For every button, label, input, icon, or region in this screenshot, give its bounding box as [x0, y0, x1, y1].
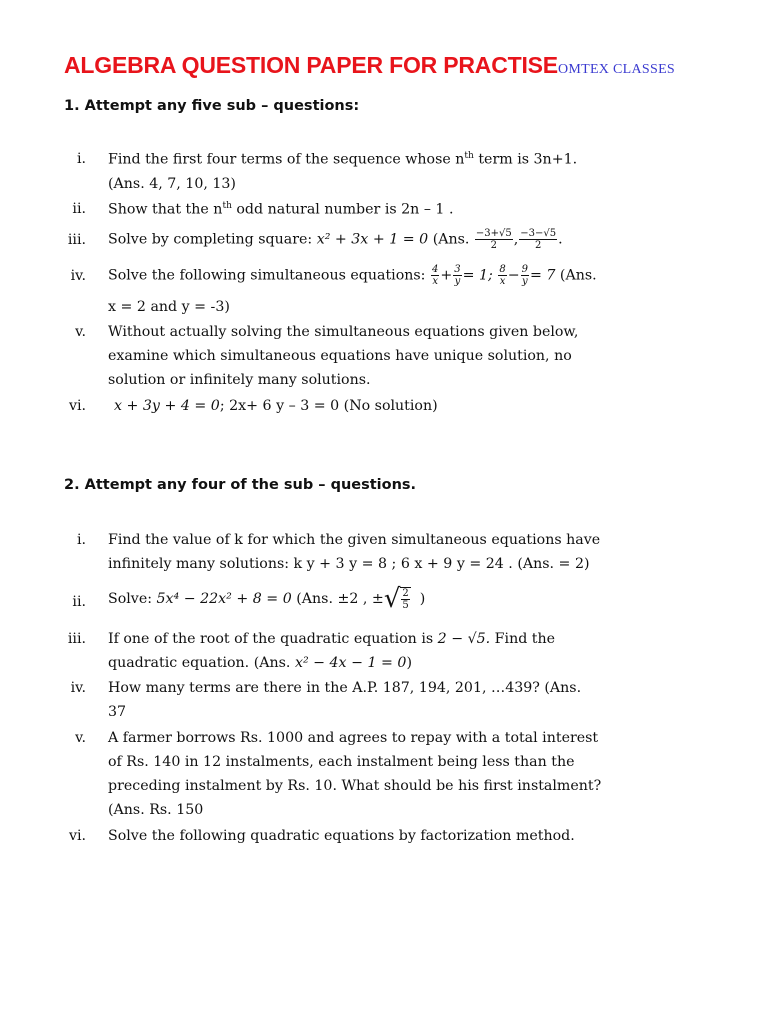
list-item-continued: infinitely many solutions: k y + 3 y = 8 ; 6 x + 9 y = 24 . (Ans. = 2) [108, 556, 590, 572]
item-number: iii. [67, 631, 86, 647]
item-number: ii. [72, 201, 86, 217]
item-number: iv. [70, 268, 86, 284]
item-number: iii. [67, 232, 86, 248]
item-number: vi. [68, 398, 86, 414]
section-1-heading: 1. Attempt any five sub – questions: [64, 98, 360, 114]
item-number: i. [76, 532, 86, 548]
list-item: Find the value of k for which the given simultaneous equations have [108, 532, 601, 548]
list-item-continued: examine which simultaneous equations have unique solution, no [108, 348, 572, 364]
item-number: ii. [72, 594, 86, 610]
list-item-continued: solution or infinitely many solutions. [108, 372, 371, 388]
list-item: x + 3y + 4 = 0; 2x+ 6 y – 3 = 0 (No solution) [114, 398, 438, 414]
list-item: Find the first four terms of the sequence whose $n^{th}$ term is 3n+1. [108, 151, 578, 168]
list-item: If one of the root of the quadratic equation is 2 − √5. Find the [108, 631, 556, 647]
item-number: iv. [70, 680, 86, 696]
list-item: How many terms are there in the A.P. 187, 194, 201, …439? (Ans. [108, 680, 582, 696]
page-title [64, 52, 675, 79]
brand-name: OMTEX CLASSES [557, 62, 676, 77]
item-number: v. [75, 730, 86, 746]
item-number: vi. [68, 828, 86, 844]
list-item: Solve by completing square: x² + 3x + 1 = 0 (Ans. $\frac{-3+√5}{2}$ , $\frac{-3-√5}{2}$ . [108, 228, 563, 251]
list-item: Solve the following quadratic equations by factorization method. [108, 828, 575, 844]
list-item: Show that the $n^{th}$ odd natural number is 2n – 1 . [108, 201, 454, 218]
list-item: Without actually solving the simultaneous equations given below, [108, 324, 579, 340]
section-2-heading: 2. Attempt any four of the sub – questions. [64, 477, 417, 493]
answer-line: x = 2 and y = -3) [108, 299, 230, 315]
answer-line: quadratic equation. (Ans. x² − 4x − 1 = 0) [108, 655, 412, 671]
list-item: Solve the following simultaneous equations: $\frac{4}{x}$ + $\frac{3}{y}$ = 1; $\frac{8}{x}$ − $\frac{9}{y}$ = 7 (Ans. [108, 264, 597, 287]
item-number: i. [76, 151, 86, 167]
list-item: Solve: 5x⁴ − 22x² + 8 = 0 (Ans. ±2 , ±√ $\frac{2}{5}$ ) [108, 584, 426, 614]
paper-title: ALGEBRA QUESTION PAPER FOR PRACTISE [64, 52, 558, 78]
list-item-continued: of Rs. 140 in 12 instalments, each instalment being less than the [108, 754, 575, 770]
answer-line: 37 [108, 704, 127, 720]
list-item: A farmer borrows Rs. 1000 and agrees to repay with a total interest [108, 730, 599, 746]
answer-line: (Ans. 4, 7, 10, 13) [108, 176, 236, 192]
item-number: v. [75, 324, 86, 340]
answer-line: (Ans. Rs. 150 [108, 802, 204, 818]
list-item-continued: preceding instalment by Rs. 10. What should be his first instalment? [108, 778, 602, 794]
